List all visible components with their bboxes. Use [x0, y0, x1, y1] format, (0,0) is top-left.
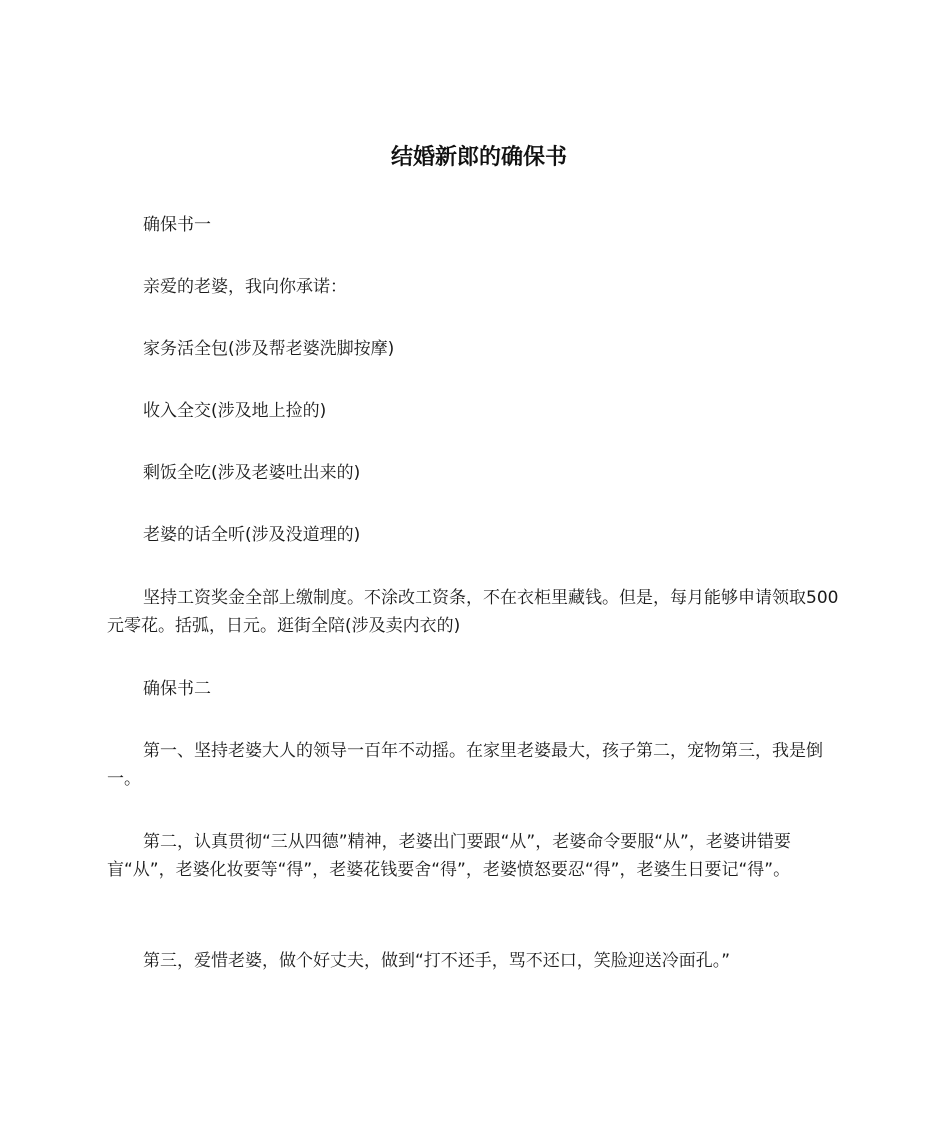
- section-heading-1: 确保书一: [143, 215, 211, 235]
- paragraph-promise-housework: 家务活全包(涉及帮老婆洗脚按摩): [143, 339, 395, 359]
- section-heading-2: 确保书二: [143, 679, 211, 699]
- paragraph-promise-leftovers: 剩饭全吃(涉及老婆吐出来的): [143, 463, 361, 483]
- paragraph-promise-income: 收入全交(涉及地上捡的): [143, 401, 327, 421]
- paragraph-promise-listen: 老婆的话全听(涉及没道理的): [143, 525, 361, 545]
- paragraph-first: 第一、坚持老婆大人的领导一百年不动摇。在家里老婆最大，孩子第二，宠物第三，我是倒一。: [107, 741, 823, 789]
- paragraph-third: 第三，爱惜老婆，做个好丈夫，做到“打不还手，骂不还口，笑脸迎送冷面孔。”: [143, 951, 731, 971]
- paragraph-greeting: 亲爱的老婆，我向你承诺：: [143, 277, 347, 297]
- paragraph-second: 第二，认真贯彻“三从四德”精神，老婆出门要跟“从”，老婆命令要服“从”，老婆讲错要盲“从”，老婆化妆要等“得”，老婆花钱要舍“得”，老婆愤怒要忍“得”，老婆生日要记“得”。: [107, 832, 791, 880]
- document-title: 结婚新郎的确保书: [390, 145, 567, 170]
- paragraph-salary: 坚持工资奖金全部上缴制度。不涂改工资条，不在衣柜里藏钱。但是，每月能够申请领取500元零花。括弧，日元。逛街全陪(涉及卖内衣的): [107, 588, 839, 636]
